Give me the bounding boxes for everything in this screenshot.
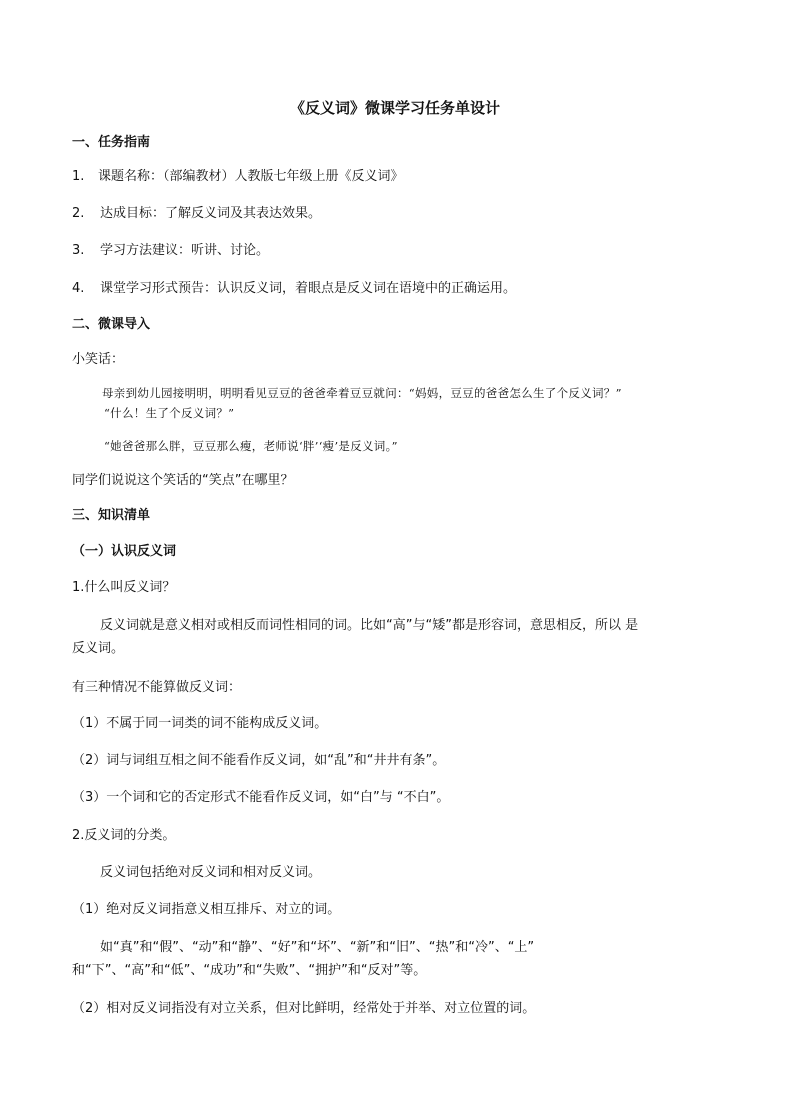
classification-intro: 反义词包括绝对反义词和相对反义词。: [100, 865, 322, 880]
task-item-1: [72, 168, 404, 186]
joke-line-1: 母亲到幼儿园接明明，明明看见豆豆的爸爸牵着豆豆就问：“妈妈，豆豆的爸爸怎么生了个反义词？”: [102, 386, 622, 400]
case-3: （3）一个词和它的否定形式不能看作反义词，如“白”与 “不白”。: [72, 790, 450, 805]
joke-line-3: “她爸爸那么胖，豆豆那么瘦，老师说‘胖’‘瘦’是反义词。”: [104, 439, 398, 453]
task-item-3: [72, 242, 269, 260]
task-item-number: 3.: [72, 243, 85, 258]
task-item-text: 学习方法建议：听讲、讨论。: [100, 243, 270, 258]
joke-question: 同学们说说这个笑话的“笑点”在哪里？: [72, 473, 294, 488]
case-1: （1）不属于同一词类的词不能构成反义词。: [72, 716, 328, 731]
task-item-text: 达成目标：了解反义词及其表达效果。: [100, 206, 322, 221]
relative-antonym-definition: （2）相对反义词指没有对立关系，但对比鲜明，经常处于并举、对立位置的词。: [72, 1001, 536, 1016]
task-item-number: 2.: [72, 206, 85, 221]
question-what-is-antonym: 1.什么叫反义词？: [72, 580, 176, 595]
definition-line-2: 反义词。: [72, 641, 125, 656]
task-item-2: [72, 205, 321, 223]
task-item-text: 课题名称：（部编教材）人教版七年级上册《反义词》: [98, 169, 404, 184]
subheading-know-antonyms: （一）认识反义词: [72, 544, 177, 559]
joke-label: 小笑话：: [72, 352, 125, 367]
absolute-antonym-definition: （1）绝对反义词指意义相互排斥、对立的词。: [72, 902, 341, 917]
case-2: （2）词与词组互相之间不能看作反义词，如“乱”和“井井有条”。: [72, 753, 446, 768]
joke-line-2: “什么！生了个反义词？”: [104, 406, 235, 420]
question-classification: 2.反义词的分类。: [72, 828, 176, 843]
definition-line-1: 反义词就是意义相对或相反而词性相同的词。比如“高”与“矮”都是形容词，意思相反，所以 是: [100, 618, 639, 633]
section-heading-intro: 二、微课导入: [72, 317, 151, 332]
section-heading-knowledge: 三、知识清单: [72, 508, 151, 523]
document-title: 《反义词》微课学习任务单设计: [289, 99, 500, 117]
section-heading-task-guide: 一、任务指南: [72, 135, 151, 150]
absolute-antonym-examples-line-1: 如“真”和“假”、“动”和“静”、“好”和“坏”、“新”和“旧”、“热”和“冷”、“上”: [100, 940, 535, 955]
task-item-4: [72, 280, 516, 298]
task-item-number: 4.: [72, 281, 85, 296]
cases-intro: 有三种情况不能算做反义词：: [72, 680, 242, 695]
task-item-number: 1.: [72, 169, 85, 184]
task-item-text: 课堂学习形式预告：认识反义词，着眼点是反义词在语境中的正确运用。: [100, 281, 517, 296]
absolute-antonym-examples-line-2: 和“下”、“高”和“低”、“成功”和“失败”、“拥护”和“反对”等。: [72, 963, 427, 978]
